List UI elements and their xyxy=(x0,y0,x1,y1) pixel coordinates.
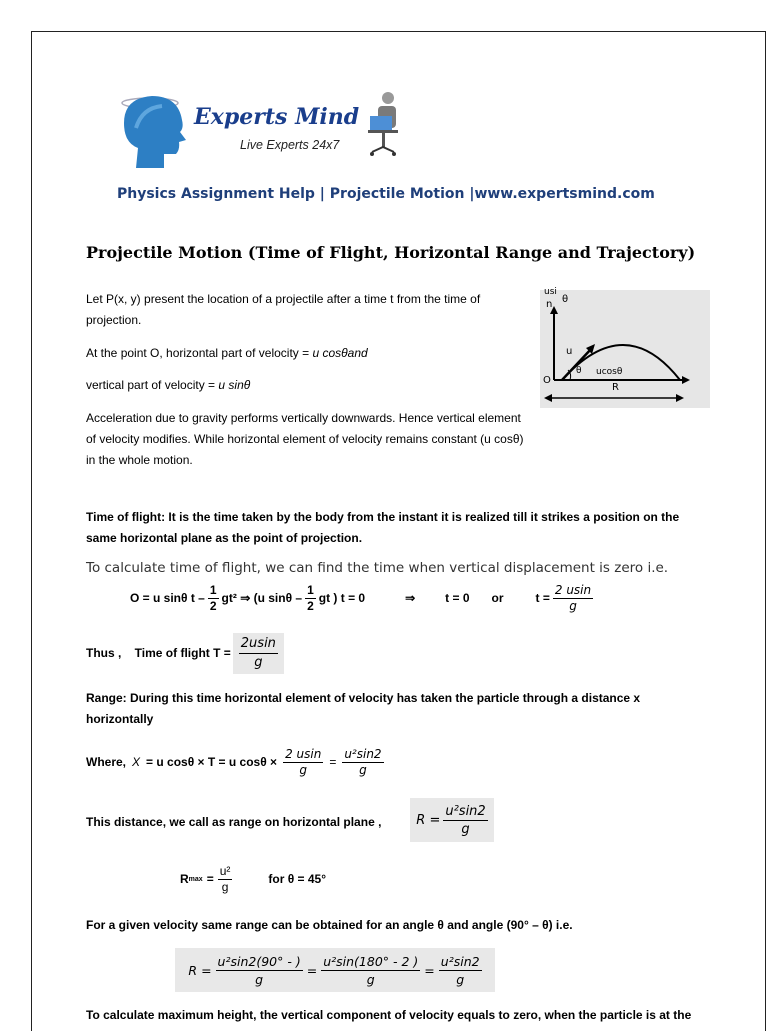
logo xyxy=(116,88,416,170)
where-label: Where, xyxy=(86,755,127,769)
diagram-label-ucos: ucosθ xyxy=(596,367,623,377)
intro-p3-math: u sinθ xyxy=(218,378,251,392)
fraction-B xyxy=(321,953,420,988)
fraction-den: g xyxy=(254,654,263,670)
diagram-label-theta-top: θ xyxy=(562,294,569,305)
intro-p2-math: u cosθand xyxy=(312,346,368,360)
diagram-label-usi: usi xyxy=(544,287,557,297)
rmax-label: R xyxy=(180,872,189,886)
fraction-half-2 xyxy=(305,583,316,614)
fraction-den: 2 xyxy=(209,598,217,613)
banner: Physics Assignment Help | Projectile Motion |www.expertsmind.com xyxy=(117,186,655,202)
range-formula-box xyxy=(410,798,494,842)
fraction-num: 2usin xyxy=(239,635,278,654)
fraction-num: u²sin2(90° - ) xyxy=(217,953,301,969)
head-icon xyxy=(116,88,196,170)
tof-eq-part1: O = u sinθ t – xyxy=(130,591,205,605)
same-range-equation-box xyxy=(175,948,495,992)
diagram-label-theta: θ xyxy=(576,366,582,376)
tof-eq-part3: gt ) t = 0 xyxy=(318,591,366,605)
fraction-den: g xyxy=(569,598,577,613)
fraction-range-1 xyxy=(283,747,323,778)
fraction-den: g xyxy=(461,821,470,837)
tof-eq-part2: gt² ⇒ (u sinθ – xyxy=(221,591,303,605)
fraction-num: u²sin(180° - 2 ) xyxy=(323,953,419,969)
fraction-C xyxy=(439,953,482,988)
range-where-equation xyxy=(86,742,384,782)
where-eq1: = u cosθ × T = u cosθ × xyxy=(146,755,278,769)
same-range-eqA: = xyxy=(306,962,318,978)
tof-eq-or: or xyxy=(491,591,504,605)
fraction-T xyxy=(233,633,284,674)
fraction-den: g xyxy=(456,971,465,987)
intro-p1: Let P(x, y) present the location of a projectile after a time t from the time of projection. xyxy=(86,292,481,327)
tof-eq-arrow: ⇒ xyxy=(405,591,416,605)
fraction-R xyxy=(443,803,487,838)
fraction-rmax xyxy=(218,864,233,895)
fraction-t xyxy=(553,583,593,614)
fraction-den: g xyxy=(299,762,307,777)
range-R-eq: R = xyxy=(416,812,441,828)
range-heading: Range: During this time horizontal element of velocity has taken the particle through a distance x horizontally xyxy=(86,691,641,726)
time-of-flight-heading: Time of flight: It is the time taken by the body from the instant it is realized till it strikes a position on the same horizontal plane as the point of projection. xyxy=(86,510,680,545)
person-at-desk-icon xyxy=(364,90,408,160)
tof-eq-t0: t = 0 xyxy=(445,591,470,605)
diagram-label-n: n xyxy=(546,299,553,310)
max-height-text: To calculate maximum height, the vertical component of velocity equals to zero, when the particle is at the xyxy=(86,1008,692,1022)
fraction-num: u²sin2 xyxy=(344,746,382,761)
fraction-den: g xyxy=(255,971,264,987)
fraction-num: 1 xyxy=(307,582,314,597)
where-x: X xyxy=(132,755,141,769)
diagram-label-u: u xyxy=(566,346,573,357)
intro-p4: Acceleration due to gravity performs vertically downwards. Hence vertical element of velocity modifies. While horizontal element of velocity remains constant (u cosθ) in the whole motion. xyxy=(86,411,524,467)
fraction-num: 2 usin xyxy=(285,746,322,761)
fraction-den: 2 xyxy=(307,598,314,613)
fraction-den: g xyxy=(221,879,229,894)
rmax-condition: for θ = 45° xyxy=(268,872,327,886)
page-title: Projectile Motion (Time of Flight, Horizontal Range and Trajectory) xyxy=(86,243,696,262)
range-distance-text: This distance, we call as range on horizontal plane , xyxy=(86,815,382,829)
diagram-label-R: R xyxy=(612,382,619,393)
rmax-sub: max xyxy=(188,875,203,883)
fraction-A xyxy=(216,953,303,988)
rmax-equation xyxy=(180,858,326,900)
where-eq-sign: = xyxy=(329,755,337,769)
fraction-num: u²sin2 xyxy=(440,953,480,969)
logo-tagline: Live Experts 24x7 xyxy=(240,138,340,152)
time-of-flight-intro: To calculate time of flight, we can find the time when vertical displacement is zero i.e. xyxy=(86,560,669,576)
time-of-flight-result xyxy=(86,632,284,674)
fraction-num: 2 usin xyxy=(554,582,592,597)
time-of-flight-equation xyxy=(130,578,593,618)
diagram-label-O: O xyxy=(543,375,551,386)
fraction-num: u² xyxy=(219,863,231,878)
intro-p2-text: At the point O, horizontal part of velocity = xyxy=(86,346,313,360)
fraction-den: g xyxy=(359,762,367,777)
logo-brand: Experts Mind xyxy=(194,104,360,130)
intro-p2 xyxy=(86,343,368,364)
fraction-num: u²sin2 xyxy=(445,803,486,819)
intro-p3 xyxy=(86,375,250,396)
fraction-den: g xyxy=(366,971,375,987)
tof-eq-t: t = xyxy=(535,591,550,605)
fraction-range-2 xyxy=(342,747,383,778)
same-range-text: For a given velocity same range can be obtained for an angle θ and angle (90° – θ) i.e. xyxy=(86,918,573,932)
fraction-num: 1 xyxy=(209,582,217,597)
same-range-R: R = xyxy=(188,962,212,978)
trajectory-diagram xyxy=(540,287,710,408)
fraction-half-1 xyxy=(208,583,219,614)
same-range-eqB: = xyxy=(424,962,435,978)
intro-p3-text: vertical part of velocity = xyxy=(86,378,219,392)
rmax-eq: = xyxy=(206,872,214,886)
tof-thus-label: Thus , Time of flight T = xyxy=(86,646,231,660)
